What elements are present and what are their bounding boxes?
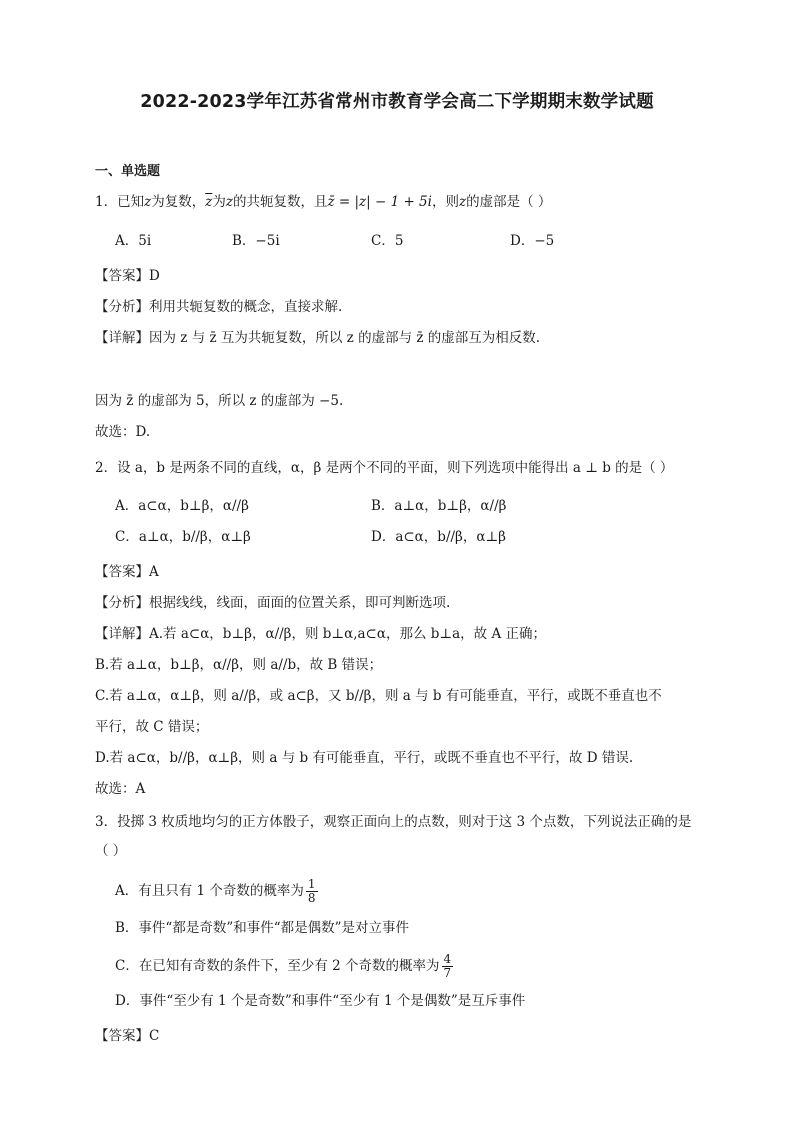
- q2-analysis: 【分析】根据线线，线面，面面的位置关系，即可判断选项.: [95, 595, 451, 611]
- fraction: $\frac{1}{8}$: [307, 877, 316, 905]
- q1-answer: 【答案】D: [95, 268, 160, 284]
- question-1-stem: 1．已知z为复数，$\overline{z}$为z的共轭复数，且z̄ = |z| − 1 + 5i，则z的虚部是（ ）: [95, 194, 552, 210]
- q2-option-b: B．a⊥α，b⊥β，α//β: [371, 498, 507, 514]
- question-2-stem: 2．设 a，b 是两条不同的直线，α，β 是两个不同的平面，则下列选项中能得出 a ⊥ b 的是（ ）: [95, 460, 674, 476]
- q2-detail-d: D.若 a⊂α，b//β，α⊥β，则 a 与 b 有可能垂直，平行，或既不垂直也不平行，故 D 错误.: [95, 750, 634, 766]
- section-heading: 一、单选题: [95, 164, 161, 179]
- q3-option-a: A．有且只有 1 个奇数的概率为 $\frac{1}{8}$: [115, 877, 316, 905]
- q2-option-d: D．a⊂α，b//β，α⊥β: [371, 529, 506, 545]
- q1-option-a: A．5i: [115, 233, 152, 249]
- q2-detail-b: B.若 a⊥α，b⊥β，α//β，则 a//b，故 B 错误；: [95, 657, 383, 673]
- question-3-stem: 3．投掷 3 枚质地均匀的正方体骰子，观察正面向上的点数，则对于这 3 个点数，下列说法正确的是: [95, 814, 692, 830]
- q1-option-b: B．−5i: [232, 233, 280, 249]
- q1-detail-2: 因为 z̄ 的虚部为 5，所以 z 的虚部为 −5.: [95, 393, 344, 409]
- q1-option-c: C．5: [371, 233, 404, 249]
- q2-option-a: A．a⊂α，b⊥β，α//β: [115, 498, 249, 514]
- q1-choose: 故选：D.: [95, 424, 151, 440]
- q2-answer: 【答案】A: [95, 564, 159, 580]
- q2-detail-a: 【详解】A.若 a⊂α，b⊥β，α//β，则 b⊥α,a⊂α，那么 b⊥a，故 A 正确；: [95, 626, 546, 642]
- q2-detail-c1: C.若 a⊥α，α⊥β，则 a//β，或 a⊂β，又 b//β，则 a 与 b 有可能垂直，平行，或既不垂直也不: [95, 688, 662, 704]
- q2-detail-c2: 平行，故 C 错误；: [95, 719, 209, 735]
- q3-option-b: B．事件“都是奇数”和事件“都是偶数”是对立事件: [115, 920, 410, 936]
- q2-option-c: C．a⊥α，b//β，α⊥β: [115, 529, 251, 545]
- q3-option-d: D．事件“至少有 1 个是奇数”和事件“至少有 1 个是偶数”是互斥事件: [115, 993, 526, 1009]
- q3-option-c: C．在已知有奇数的条件下，至少有 2 个奇数的概率为 $\frac{4}{7}$: [115, 952, 452, 980]
- question-3-stem-2: （ ）: [95, 843, 127, 859]
- q1-detail: 【详解】因为 z 与 z̄ 互为共轭复数，所以 z 的虚部与 z̄ 的虚部互为相反数.: [95, 330, 541, 346]
- page-title: 2022-2023学年江苏省常州市教育学会高二下学期期末数学试题: [140, 92, 654, 112]
- q1-analysis: 【分析】利用共轭复数的概念，直接求解.: [95, 299, 343, 315]
- equation: z̄ = |z| − 1 + 5i: [327, 194, 432, 210]
- q2-choose: 故选：A: [95, 781, 146, 797]
- q1-option-d: D．−5: [510, 233, 555, 249]
- q3-answer: 【答案】C: [95, 1028, 160, 1044]
- fraction: $\frac{4}{7}$: [443, 952, 452, 980]
